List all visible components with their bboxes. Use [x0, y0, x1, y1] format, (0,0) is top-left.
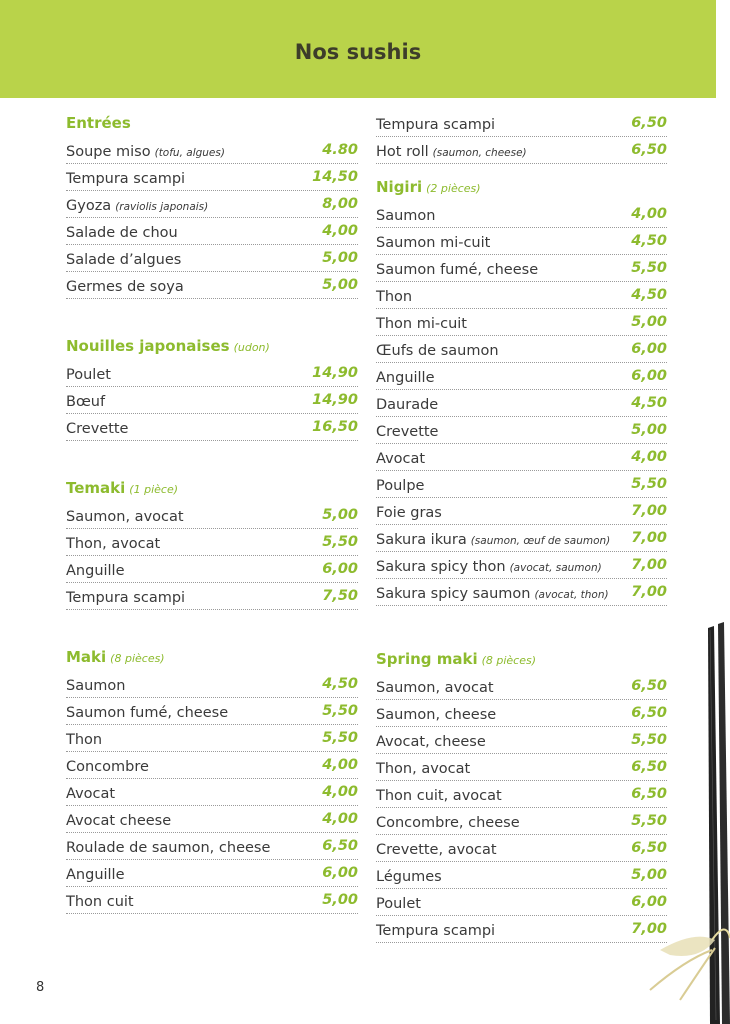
item-price: 5,00	[322, 250, 358, 266]
menu-item	[66, 360, 358, 387]
item-price: 5,00	[322, 277, 358, 293]
menu-item	[376, 137, 667, 164]
item-name-group	[376, 677, 498, 696]
item-name: Anguille	[66, 866, 125, 883]
item-price: 8,00	[322, 196, 358, 212]
item-price: 4,50	[631, 395, 667, 411]
menu-item	[66, 583, 358, 610]
item-price: 6,00	[631, 894, 667, 910]
item-note: (saumon, œuf de saumon)	[470, 534, 611, 547]
item-price: 4,50	[631, 233, 667, 249]
item-price: 5,50	[322, 730, 358, 746]
item-name-group	[66, 783, 119, 802]
item-name: Sakura ikura	[376, 531, 467, 548]
item-price: 6,50	[631, 705, 667, 721]
menu-item	[376, 700, 667, 727]
menu-item	[66, 414, 358, 441]
chopsticks-icon	[640, 620, 730, 1024]
item-name: Thon mi-cuit	[376, 315, 467, 332]
item-price: 6,00	[631, 341, 667, 357]
menu-item	[376, 727, 667, 754]
item-name: Avocat	[66, 785, 116, 802]
item-name-group	[66, 222, 182, 241]
item-name-group	[66, 837, 274, 856]
menu-item	[376, 808, 667, 835]
item-price: 14,90	[312, 392, 358, 408]
item-name: Poulet	[376, 895, 421, 912]
item-price: 4,00	[322, 811, 358, 827]
item-name: Saumon fumé, cheese	[66, 704, 229, 721]
menu-item	[376, 525, 667, 552]
menu-item	[66, 806, 358, 833]
item-name-group	[66, 276, 188, 295]
item-price: 6,00	[631, 368, 667, 384]
menu-item	[66, 860, 358, 887]
menu-item	[66, 387, 358, 414]
menu-item	[66, 556, 358, 583]
menu-item	[376, 471, 667, 498]
menu-item	[66, 502, 358, 529]
item-name: Tempura scampi	[376, 922, 496, 939]
item-price: 6,50	[322, 838, 358, 854]
item-name: Poulet	[66, 366, 111, 383]
menu-item	[376, 498, 667, 525]
item-name: Saumon, avocat	[66, 508, 184, 525]
item-name: Saumon, cheese	[376, 706, 497, 723]
section-title	[66, 110, 358, 137]
item-name: Thon, avocat	[66, 535, 161, 552]
item-name-group	[376, 340, 503, 359]
menu-item	[376, 390, 667, 417]
item-name-group	[66, 168, 189, 187]
item-price: 5,50	[631, 260, 667, 276]
item-price: 5,00	[322, 507, 358, 523]
section-title-text: Nouilles japonaises	[66, 337, 230, 355]
item-name-group	[66, 391, 109, 410]
item-name: Saumon fumé, cheese	[376, 261, 539, 278]
item-name: Roulade de saumon, cheese	[66, 839, 271, 856]
item-name: Tempura scampi	[66, 170, 186, 187]
page-title: Nos sushis	[294, 40, 422, 64]
item-price: 6,00	[322, 865, 358, 881]
item-name: Soupe miso	[66, 143, 151, 160]
item-name: Thon, avocat	[376, 760, 471, 777]
item-name: Tempura scampi	[376, 116, 496, 133]
item-price: 16,50	[312, 419, 358, 435]
item-price: 6,50	[631, 142, 667, 158]
section-title	[376, 646, 667, 673]
item-price: 4,50	[631, 287, 667, 303]
menu-section	[66, 110, 358, 299]
menu-item	[376, 916, 667, 943]
menu-item	[376, 110, 667, 137]
page-header	[0, 0, 716, 98]
menu-item	[376, 309, 667, 336]
item-name-group	[376, 421, 442, 440]
item-price: 4,00	[322, 757, 358, 773]
item-price: 4,50	[322, 676, 358, 692]
item-name: Sakura spicy thon	[376, 558, 506, 575]
menu-section	[376, 174, 667, 606]
menu-item	[66, 779, 358, 806]
item-name: Germes de soya	[66, 278, 184, 295]
item-name-group	[376, 259, 542, 278]
item-name: Poulpe	[376, 477, 425, 494]
menu-item	[376, 336, 667, 363]
section-spacer	[66, 610, 358, 644]
item-price: 5,50	[322, 703, 358, 719]
section-title-text: Entrées	[66, 114, 131, 132]
item-price: 6,00	[322, 561, 358, 577]
item-name: Œufs de saumon	[376, 342, 499, 359]
menu-item	[376, 781, 667, 808]
section-subtitle: (8 pièces)	[481, 654, 537, 667]
menu-item	[66, 272, 358, 299]
item-name: Avocat cheese	[66, 812, 172, 829]
item-price: 6,50	[631, 759, 667, 775]
item-name: Sakura spicy saumon	[376, 585, 531, 602]
item-name-group	[376, 394, 442, 413]
menu-item	[66, 218, 358, 245]
item-note: (tofu, algues)	[154, 146, 225, 159]
menu-item	[66, 191, 358, 218]
item-name: Salade d’algues	[66, 251, 182, 268]
section-subtitle: (2 pièces)	[426, 182, 481, 195]
item-price: 7,00	[631, 557, 667, 573]
section-spacer	[376, 164, 667, 174]
item-price: 5,50	[631, 732, 667, 748]
item-name: Thon cuit	[66, 893, 134, 910]
item-name-group	[376, 785, 506, 804]
item-name: Concombre	[66, 758, 149, 775]
item-name-group	[376, 286, 416, 305]
menu-item	[376, 444, 667, 471]
item-name-group	[376, 448, 429, 467]
item-price: 5,00	[631, 867, 667, 883]
section-title-text: Temaki	[66, 479, 126, 497]
menu-item	[66, 245, 358, 272]
menu-column-left	[66, 110, 358, 914]
menu-item	[66, 833, 358, 860]
item-name: Concombre, cheese	[376, 814, 520, 831]
menu-item	[66, 887, 358, 914]
item-name: Avocat, cheese	[376, 733, 486, 750]
item-name: Thon	[376, 288, 413, 305]
item-name-group	[376, 556, 602, 575]
item-name-group	[376, 866, 446, 885]
item-price: 5,50	[322, 534, 358, 550]
item-name: Gyoza	[66, 197, 112, 214]
menu-item	[66, 671, 358, 698]
item-name-group	[66, 141, 225, 160]
item-name-group	[376, 232, 494, 251]
item-name-group	[376, 731, 490, 750]
menu-item	[376, 889, 667, 916]
item-name: Anguille	[66, 562, 125, 579]
item-name: Avocat	[376, 450, 426, 467]
section-title	[66, 644, 358, 671]
item-name-group	[66, 702, 232, 721]
item-price: 5,50	[631, 813, 667, 829]
item-name: Thon	[66, 731, 103, 748]
section-title	[376, 174, 667, 201]
item-name: Bœuf	[66, 393, 106, 410]
menu-section	[66, 333, 358, 441]
item-name-group	[376, 529, 610, 548]
menu-item	[376, 673, 667, 700]
item-name: Crevette	[66, 420, 129, 437]
item-name-group	[376, 839, 501, 858]
item-name-group	[66, 560, 129, 579]
menu-item	[376, 579, 667, 606]
menu-item	[66, 529, 358, 556]
menu-item	[66, 752, 358, 779]
item-name: Crevette	[376, 423, 439, 440]
item-price: 5,00	[631, 422, 667, 438]
item-name-group	[66, 675, 129, 694]
item-name-group	[66, 864, 129, 883]
item-name-group	[376, 475, 428, 494]
item-note: (raviolis japonais)	[115, 200, 209, 213]
menu-item	[376, 835, 667, 862]
menu-item	[66, 725, 358, 752]
item-price: 7,00	[631, 530, 667, 546]
item-name: Saumon mi-cuit	[376, 234, 491, 251]
menu-item	[376, 552, 667, 579]
menu-item	[66, 137, 358, 164]
item-name: Tempura scampi	[66, 589, 186, 606]
item-price: 4.80	[322, 142, 358, 158]
item-name-group	[66, 506, 188, 525]
item-name-group	[376, 758, 474, 777]
section-title-text: Nigiri	[376, 178, 423, 196]
section-spacer	[66, 441, 358, 475]
item-name: Foie gras	[376, 504, 442, 521]
item-name-group	[376, 367, 439, 386]
item-price: 7,50	[322, 588, 358, 604]
menu-item	[376, 862, 667, 889]
section-spacer	[66, 299, 358, 333]
section-spacer	[376, 606, 667, 646]
item-name-group	[66, 756, 153, 775]
page-number: 8	[36, 980, 45, 995]
item-name: Anguille	[376, 369, 435, 386]
menu-item	[376, 201, 667, 228]
item-price: 5,00	[322, 892, 358, 908]
item-note: (saumon, cheese)	[432, 146, 527, 159]
item-name-group	[66, 418, 132, 437]
item-price: 4,00	[322, 223, 358, 239]
item-price: 6,50	[631, 678, 667, 694]
section-title-text: Spring maki	[376, 650, 478, 668]
section-subtitle: (udon)	[233, 341, 270, 354]
item-price: 6,50	[631, 840, 667, 856]
item-name-group	[66, 364, 115, 383]
menu-item	[376, 417, 667, 444]
item-name-group	[376, 114, 499, 133]
menu-item	[66, 698, 358, 725]
menu-section	[66, 644, 358, 914]
item-price: 4,00	[631, 449, 667, 465]
item-name: Crevette, avocat	[376, 841, 497, 858]
item-name: Hot roll	[376, 143, 429, 160]
item-name-group	[66, 533, 164, 552]
item-name-group	[66, 810, 175, 829]
item-price: 14,90	[312, 365, 358, 381]
section-title	[66, 475, 358, 502]
item-name-group	[376, 704, 500, 723]
item-price: 4,00	[322, 784, 358, 800]
item-price: 5,50	[631, 476, 667, 492]
section-title	[66, 333, 358, 360]
item-name: Saumon	[66, 677, 126, 694]
section-subtitle: (1 pièce)	[129, 483, 178, 496]
item-note: (avocat, thon)	[534, 588, 609, 601]
item-price: 6,50	[631, 786, 667, 802]
menu-item	[376, 363, 667, 390]
menu-section	[376, 646, 667, 943]
item-name: Daurade	[376, 396, 439, 413]
section-title-text: Maki	[66, 648, 107, 666]
item-name: Thon cuit, avocat	[376, 787, 502, 804]
item-price: 6,50	[631, 115, 667, 131]
item-name-group	[376, 812, 524, 831]
menu-column-right	[376, 110, 667, 943]
item-name-group	[66, 249, 185, 268]
item-price: 14,50	[312, 169, 358, 185]
item-price: 7,00	[631, 584, 667, 600]
item-note: (avocat, saumon)	[509, 561, 602, 574]
item-name-group	[376, 920, 499, 939]
item-name: Saumon, avocat	[376, 679, 494, 696]
item-name: Saumon	[376, 207, 436, 224]
item-price: 7,00	[631, 503, 667, 519]
item-name-group	[66, 891, 138, 910]
menu-item	[66, 164, 358, 191]
menu-item	[376, 255, 667, 282]
menu-item	[376, 754, 667, 781]
item-name: Salade de chou	[66, 224, 178, 241]
item-name-group	[66, 729, 106, 748]
item-name-group	[376, 141, 527, 160]
item-name: Légumes	[376, 868, 442, 885]
item-name-group	[376, 583, 609, 602]
item-price: 4,00	[631, 206, 667, 222]
item-name-group	[376, 893, 425, 912]
item-price: 5,00	[631, 314, 667, 330]
item-name-group	[66, 195, 208, 214]
item-name-group	[376, 502, 446, 521]
item-name-group	[376, 313, 471, 332]
item-name-group	[66, 587, 189, 606]
menu-section	[66, 475, 358, 610]
section-subtitle: (8 pièces)	[110, 652, 165, 665]
menu-item	[376, 282, 667, 309]
menu-item	[376, 228, 667, 255]
item-price: 7,00	[631, 921, 667, 937]
item-name-group	[376, 205, 439, 224]
